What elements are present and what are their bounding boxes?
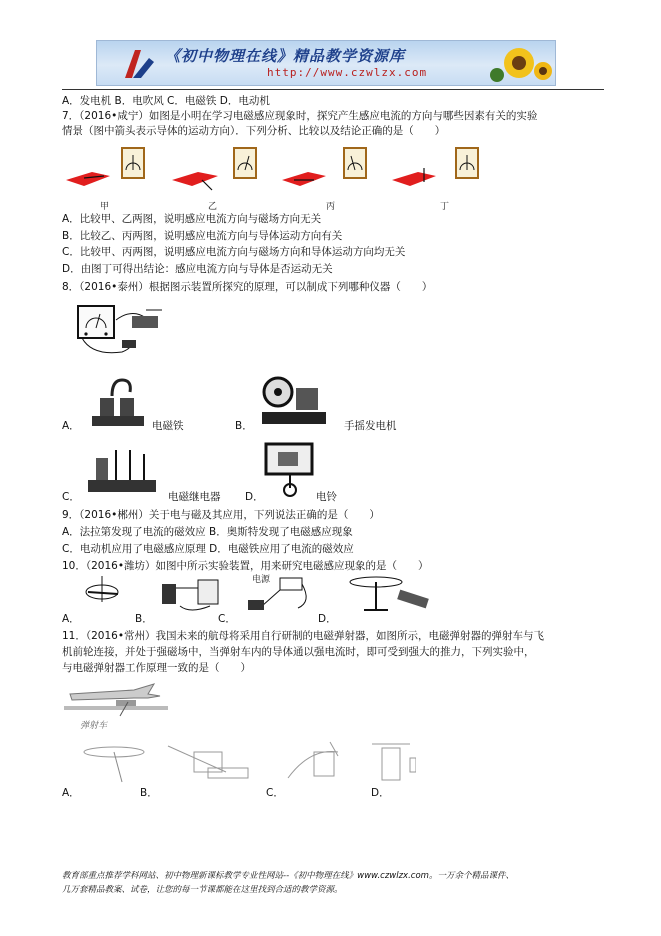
sunflower-icon [487,41,553,85]
q7-stem-line1: 7．（2016•咸宁）如图是小明在学习电磁感应现象时，探究产生感应电流的方向与哪些因素有关的实验 [62,110,538,122]
q10-label-d: D． [318,613,337,625]
q8-label-d: D． [245,491,264,503]
q10-label-a: A． [62,613,80,625]
header-banner [96,40,556,86]
q9-stem: 9．（2016•郴州）关于电与磁及其应用，下列说法正确的是（ ） [62,509,380,521]
q10-label-c: C． [218,613,236,625]
q7-stem-line2: 情景（图中箭头表示导体的运动方向）．下列分析、比较以及结论正确的是（ ） [62,125,446,137]
q8-label-b: B． [235,420,253,432]
q11-label-b: B． [140,787,158,799]
q8-name-c: 电磁继电器 [168,491,221,503]
q11-stem-line3: 与电磁弹射器工作原理一致的是（ ） [62,662,251,674]
footer-line1: 教育部重点推荐学科网站、初中物理新课标教学专业性网站--《初中物理在线》www.czwlzx.com。一万余个精品课件、 [62,871,514,881]
q8-label-c: C． [62,491,80,503]
q11-label-a: A． [62,787,80,799]
footer-line2: 几万套精品教案、试卷，让您的每一节课都能在这里找到合适的教学资源。 [62,885,343,895]
banner-title: 《初中物理在线》精品教学资源库 [165,47,406,65]
q8-electromagnet-figure [90,376,148,430]
q8-name-b: 手摇发电机 [344,420,397,432]
q9-options-ab: A．法拉第发现了电流的磁效应 B．奥斯特发现了电磁感应现象 [62,526,353,538]
q8-label-a: A． [62,420,80,432]
q11-catapult-label: 弹射车 [80,721,108,731]
header-rule [62,89,604,90]
q10-power-label: 电源 [252,575,271,585]
q11-stem-line1: 11．（2016•常州）我国未来的航母将采用自行研制的电磁弹射器，如图所示，电磁弹射器的弹射车与飞 [62,630,545,642]
q10-stem: 10．（2016•潍坊）如图中所示实验装置，用来研究电磁感应现象的是（ ） [62,560,429,572]
q7-label-ding: 丁 [440,202,450,212]
q8-name-a: 电磁铁 [152,420,184,432]
q7-label-yi: 乙 [208,202,218,212]
q7-label-bing: 丙 [326,202,336,212]
q11-option-figures [76,738,416,792]
q8-name-d: 电铃 [316,491,337,503]
q7-option-b: B．比较乙、丙两图，说明感应电流方向与导体运动方向有关 [62,230,343,242]
q7-label-jia: 甲 [100,202,110,212]
q8-apparatus-figure [72,298,172,360]
q11-stem-line2: 机前轮连接，并处于强磁场中，当弹射车内的导体通以强电流时，即可受到强大的推力，下列实验中， [62,646,535,658]
q8-generator-figure [260,374,328,430]
q11-label-d: D． [371,787,390,799]
q7-option-a: A．比较甲、乙两图，说明感应电流方向与磁场方向无关 [62,213,322,225]
q7-option-c: C．比较甲、丙两图，说明感应电流方向与磁场方向和导体运动方向均无关 [62,246,406,258]
q9-options-cd: C．电动机应用了电磁感应原理 D．电磁铁应用了电流的磁效应 [62,543,354,555]
q7-option-d: D．由图丁可得出结论：感应电流方向与导体是否运动无关 [62,263,333,275]
q8-stem: 8．（2016•泰州）根据图示装置所探究的原理，可以制成下列哪种仪器（ ） [62,281,433,293]
q8-relay-figure [86,444,158,496]
q10-label-b: B． [135,613,153,625]
q11-label-c: C． [266,787,284,799]
q7-figure [62,142,492,204]
logo-icon [119,44,159,82]
banner-url[interactable]: http://www.czwlzx.com [267,66,428,79]
q6-options: A．发电机 B．电吹风 C．电磁铁 D．电动机 [62,95,270,107]
q8-bell-figure [262,440,318,498]
